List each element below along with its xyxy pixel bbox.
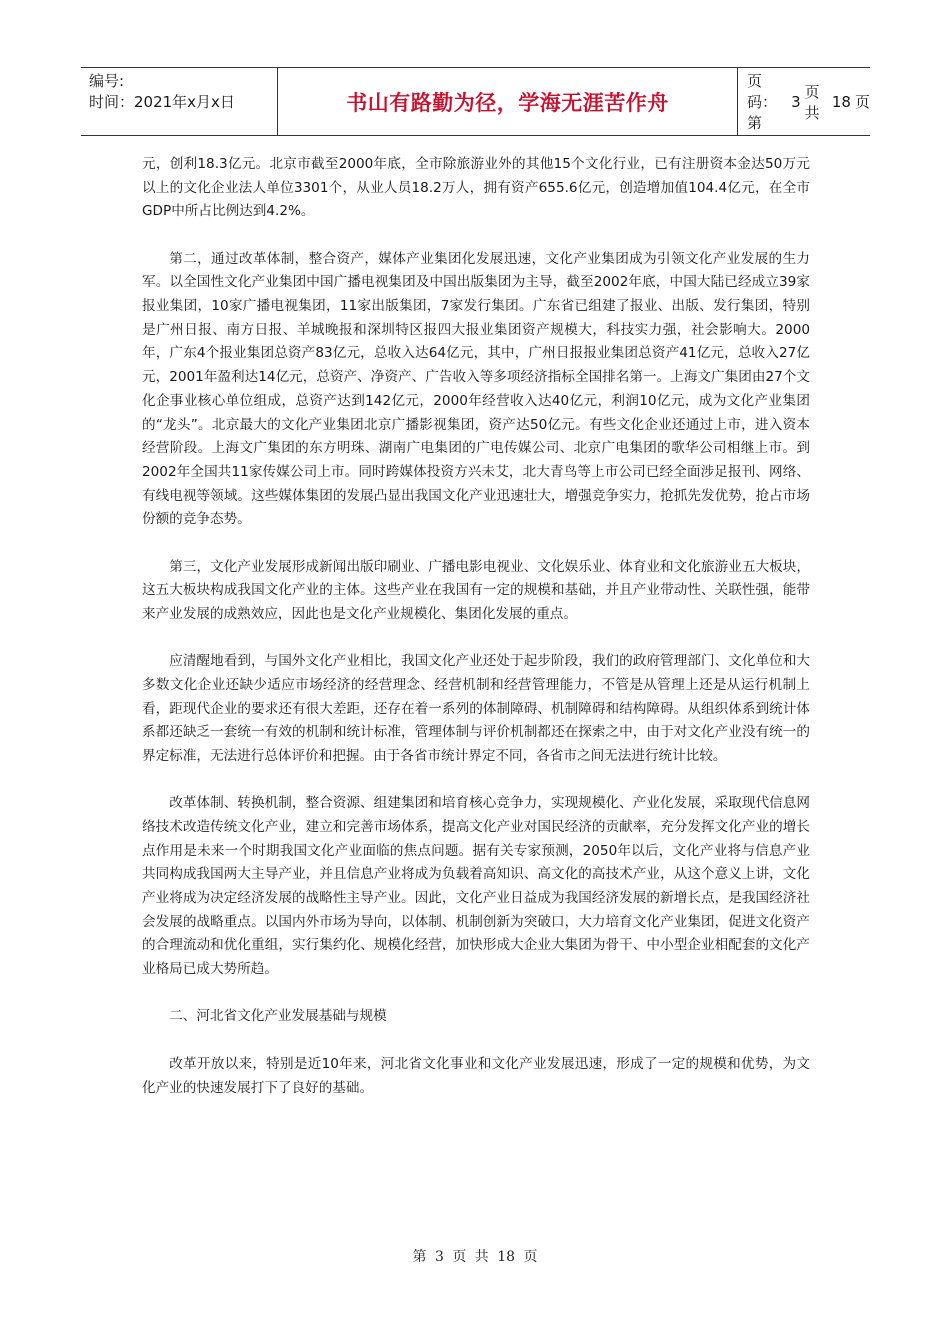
header-page-info bbox=[737, 68, 870, 135]
document-body bbox=[142, 153, 810, 1124]
page-current: 3 bbox=[791, 92, 801, 111]
page-total: 18 bbox=[831, 92, 851, 111]
page-end-label: 页 bbox=[854, 93, 870, 111]
footer-mid: 页 共 bbox=[452, 1249, 489, 1265]
footer-page-total: 18 bbox=[497, 1249, 516, 1265]
page-label: 页码：第 bbox=[747, 72, 778, 132]
section-heading: 二、河北省文化产业发展基础与规模 bbox=[169, 1008, 387, 1025]
header-motto: 书山有路勤为径，学海无涯苦作舟 bbox=[346, 90, 669, 115]
document-number-label: 编号: bbox=[89, 72, 125, 90]
paragraph-third-point: 第三，文化产业发展形成新闻出版印刷业、广播电影电视业、文化娱乐业、体育业和文化旅游业五大板块，这五大板块构成我国文化产业的主体。这些产业在我国有一定的规模和基础，并且产业带动性、关联性强，能带来产业发展的成熟效应，因此也是文化产业规模化、集团化发展的重点。 bbox=[142, 558, 810, 622]
paragraph-continuation: 元，创利18.3亿元。北京市截至2000年底，全市除旅游业外的其他15个文化行业，已有注册资本金达50万元以上的文化企业法人单位3301个，从业人员18.2万人，拥有资产655.6亿元，创造增加值104.4亿元，在全市GDP中所占比例达到4.2%。 bbox=[142, 156, 810, 220]
header-meta bbox=[81, 68, 278, 135]
footer-prefix: 第 bbox=[412, 1249, 427, 1265]
paragraph-assessment: 应清醒地看到，与国外文化产业相比，我国文化产业还处于起步阶段，我们的政府管理部门、文化单位和大多数文化企业还缺少适应市场经济的经营理念、经营机制和经营管理能力，不管是从管理上还是从运行机制上看，距现代企业的要求还有很大差距，还存在着一系列的体制障碍、机制障碍和结构障碍。从组织体系到统计体系都还缺乏一套统一有效的机制和统计标准，管理体制与评价机制都还在探索之中，由于对文化产业没有统一的界定标准，无法进行总体评价和把握。由于各省市统计界定不同，各省市之间无法进行统计比较。 bbox=[142, 653, 810, 764]
document-date-label: 时间：2021年x月x日 bbox=[89, 93, 235, 111]
page-mid-label: 页 共 bbox=[804, 82, 820, 122]
footer-page-current: 3 bbox=[434, 1249, 444, 1265]
paragraph-second-point: 第二，通过改革体制，整合资产，媒体产业集团化发展迅速，文化产业集团成为引领文化产业发展的生力军。以全国性文化产业集团中国广播电视集团及中国出版集团为主导，截至2002年底，中国大陆已经成立39家报业集团，10家广播电视集团，11家出版集团，7家发行集团。广东省已组建了报业、出版、发行集团，特别是广州日报、南方日报、羊城晚报和深圳特区报四大报业集团资产规模大，科技实力强，社会影响大。2000年，广东4个报业集团总资产83亿元，总收入达64亿元，其中，广州日报报业集团总资产41亿元，总收入27亿元，2001年盈利达14亿元，总资产、净资产、广告收入等多项经济指标全国排名第一。上海文广集团由27个文化企事业核心单位组成，总资产达到142亿元，2000年经营收入达40亿元，利润10亿元，成为文化产业集团的“龙头”。北京最大的文化产业集团北京广播影视集团，资产达50亿元。有些文化企业还通过上市，进入资本经营阶段。上海文广集团的东方明珠、湖南广电集团的广电传媒公司、北京广电集团的歌华公司相继上市。到2002年全国共11家传媒公司上市。同时跨媒体投资方兴未艾，北大青鸟等上市公司已经全面涉足报刊、网络、有线电视等领域。这些媒体集团的发展凸显出我国文化产业迅速壮大，增强竞争实力，抢抓先发优势，抢占市场份额的竞争态势。 bbox=[142, 250, 810, 528]
page-header bbox=[81, 67, 870, 136]
paragraph-focus-issues: 改革体制、转换机制，整合资源、组建集团和培育核心竞争力，实现规模化、产业化发展，采取现代信息网络技术改造传统文化产业，建立和完善市场体系，提高文化产业对国民经济的贡献率，充分发挥文化产业的增长点作用是未来一个时期我国文化产业面临的焦点问题。据有关专家预测，2050年以后，文化产业将与信息产业共同构成我国两大主导产业，并且信息产业将成为负载着高知识、高文化的高技术产业，从这个意义上讲，文化产业将成为决定经济发展的战略性主导产业。因此，文化产业日益成为我国经济发展的新增长点，是我国经济社会发展的战略重点。以国内外市场为导向，以体制、机制创新为突破口，大力培育文化产业集团，促进文化资产的合理流动和优化重组，实行集约化、规模化经营，加快形成大企业大集团为骨干、中小型企业相配套的文化产业格局已成大势所趋。 bbox=[142, 795, 810, 978]
footer-suffix: 页 bbox=[523, 1249, 538, 1265]
header-motto-cell bbox=[278, 68, 738, 135]
page-footer bbox=[0, 1246, 950, 1266]
paragraph-hebei-intro: 改革开放以来，特别是近10年来，河北省文化事业和文化产业发展迅速，形成了一定的规模和优势，为文化产业的快速发展打下了良好的基础。 bbox=[142, 1056, 810, 1096]
